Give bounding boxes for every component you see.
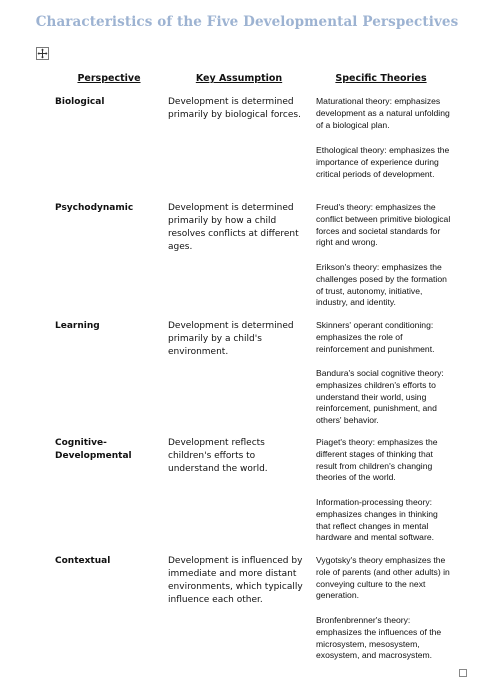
table-resize-handle[interactable] [459, 669, 467, 677]
table-move-handle-icon[interactable] [36, 47, 49, 60]
header-perspective: Perspective [77, 73, 141, 84]
assumption-contextual: Development is influenced by immediate and more distant environments, which typically influence each other. [168, 556, 303, 605]
theory-skinner: Skinners' operant conditioning: emphasizes the role of reinforcement and punishment. [316, 320, 435, 354]
theory-bandura: Bandura's social cognitive theory: emphasizes children's efforts to understand their world, using reinforcement, punishment, and others' behavior. [316, 368, 444, 426]
theory-bronfenbrenner: Bronfenbrenner's theory: emphasizes the influences of the microsystem, mesosystem, exosystem, and macrosystem. [316, 615, 442, 661]
perspective-cognitive-developmental: Cognitive-Developmental [55, 438, 132, 461]
perspective-learning: Learning [55, 321, 100, 331]
assumption-learning: Development is determined primarily by a child's environment. [168, 321, 294, 357]
perspective-biological: Biological [55, 97, 105, 107]
theory-piaget: Piaget's theory: emphasizes the different stages of thinking that result from children's changing theories of the world. [316, 437, 438, 483]
header-specific-theories: Specific Theories [335, 73, 427, 84]
theory-freud: Freud's theory: emphasizes the conflict between primitive biological forces and societal standards for right and wrong. [316, 202, 451, 248]
document-title: Characteristics of the Five Developmental Perspectives [35, 14, 459, 30]
theory-information-processing: Information-processing theory: emphasizes changes in thinking that reflect changes in mental hardware and mental software. [316, 497, 438, 543]
theory-vygotsky: Vygotsky's theory emphasizes the role of parents (and other adults) in conveying culture to the next generation. [316, 555, 450, 601]
assumption-cognitive-developmental: Development reflects children's efforts to understand the world. [168, 438, 268, 474]
assumption-biological: Development is determined primarily by biological forces. [168, 97, 301, 120]
perspective-contextual: Contextual [55, 556, 111, 566]
perspective-psychodynamic: Psychodynamic [55, 203, 134, 213]
theory-erikson: Erikson's theory: emphasizes the challenges posed by the formation of trust, autonomy, initiative, industry, and identity. [316, 262, 447, 308]
theory-ethological: Ethological theory: emphasizes the importance of experience during critical periods of development. [316, 145, 450, 179]
assumption-psychodynamic: Development is determined primarily by how a child resolves conflicts at different ages. [168, 203, 299, 252]
theory-maturational: Maturational theory: emphasizes development as a natural unfolding of a biological plan. [316, 96, 450, 130]
header-key-assumption: Key Assumption [195, 73, 283, 84]
